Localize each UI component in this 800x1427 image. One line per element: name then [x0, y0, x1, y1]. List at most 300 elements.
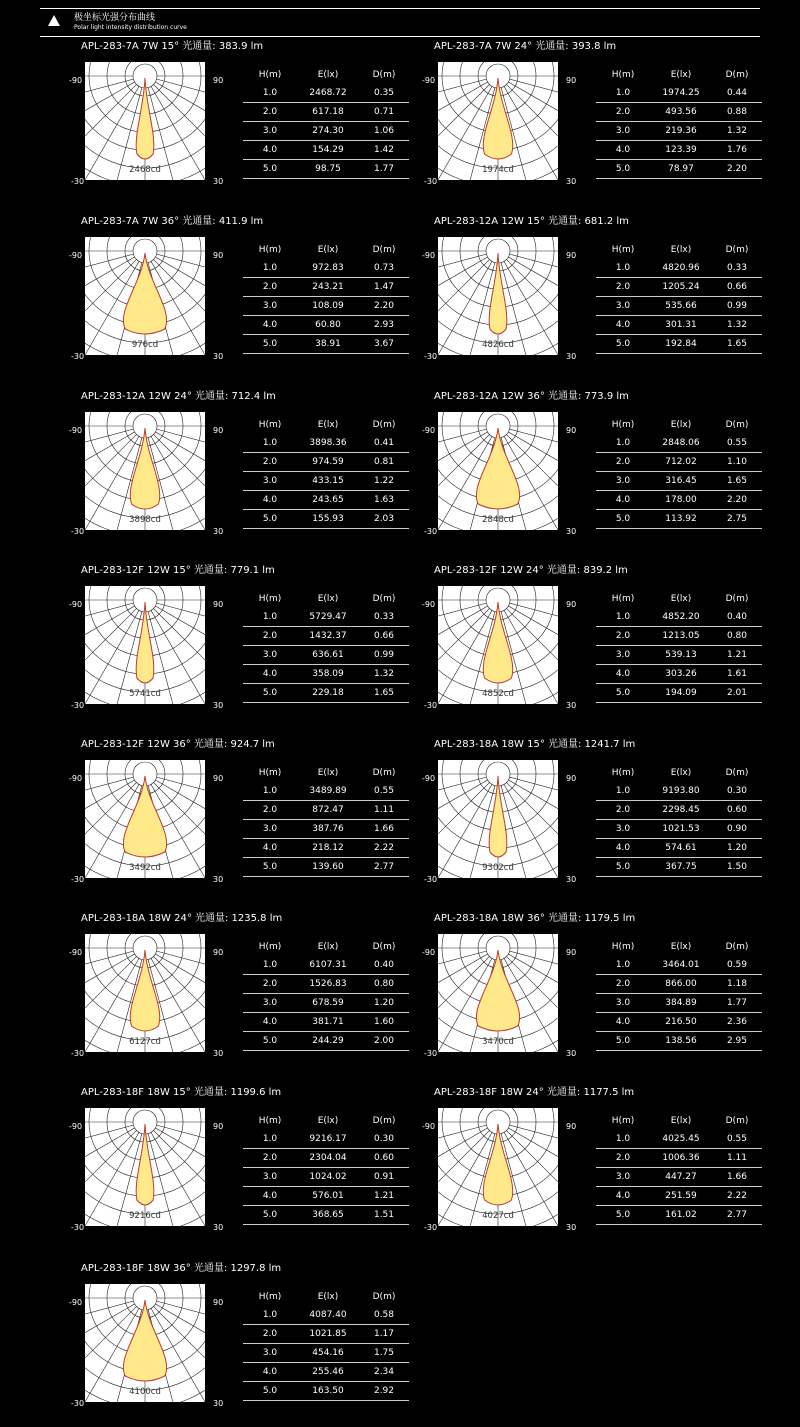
polar-chart-svg	[438, 934, 558, 1052]
table-cell: 4.0	[596, 665, 650, 684]
table-cell: 4087.40	[297, 1306, 359, 1325]
table-cell: 1.10	[712, 453, 762, 472]
peak-intensity-label: 2468cd	[129, 165, 161, 175]
section-title: 极坐标光强分布曲线	[74, 13, 156, 23]
table-cell: 3.0	[243, 820, 297, 839]
polar-chart	[85, 1284, 205, 1402]
table-header-cell: H(m)	[611, 593, 635, 604]
table-cell: 0.80	[712, 627, 762, 646]
header-top-rule	[40, 8, 760, 9]
table-cell: 6107.31	[297, 956, 359, 975]
peak-intensity-label: 3492cd	[129, 863, 161, 873]
table-cell: 1432.37	[297, 627, 359, 646]
table-cell: 974.59	[297, 453, 359, 472]
table-cell: 1.20	[359, 994, 409, 1013]
table-cell: 2.0	[243, 278, 297, 297]
table-header-cell: E(lx)	[670, 1115, 692, 1126]
luminaire-title: APL-283-12F 12W 24° 光通量: 839.2 lm	[434, 565, 628, 576]
axis-label-right-30: 30	[566, 1049, 577, 1058]
table-cell: 2.93	[359, 316, 409, 335]
peak-intensity-label: 5741cd	[129, 689, 161, 699]
table-cell: 216.50	[650, 1013, 712, 1032]
table-header-row	[596, 1111, 762, 1130]
axis-label-right-90: 90	[213, 774, 224, 783]
table-header-row	[243, 937, 409, 956]
table-cell: 5.0	[243, 1206, 297, 1225]
table-cell: 2.0	[596, 627, 650, 646]
table-header-cell: E(lx)	[317, 1291, 339, 1302]
table-cell: 4.0	[596, 491, 650, 510]
table-cell: 1.0	[243, 84, 297, 103]
table-row	[243, 646, 409, 665]
table-cell: 0.66	[359, 627, 409, 646]
axis-label-right-90: 90	[566, 251, 577, 260]
table-row	[596, 801, 762, 820]
table-cell: 123.39	[650, 141, 712, 160]
table-header-cell: H(m)	[258, 1115, 282, 1126]
table-cell: 3898.36	[297, 434, 359, 453]
table-cell: 98.75	[297, 160, 359, 179]
luminaire-title: APL-283-18F 18W 24° 光通量: 1177.5 lm	[434, 1087, 635, 1098]
luminaire-block	[408, 40, 758, 205]
illuminance-table	[596, 65, 762, 179]
table-row	[596, 665, 762, 684]
table-row	[596, 1130, 762, 1149]
table-cell: 1.66	[712, 1168, 762, 1187]
axis-label-left-90: -90	[69, 774, 83, 783]
polar-chart-svg	[85, 934, 205, 1052]
axis-label-right-90: 90	[213, 251, 224, 260]
table-cell: 0.91	[359, 1168, 409, 1187]
polar-chart	[85, 760, 205, 878]
peak-intensity-label: 4027cd	[482, 1211, 514, 1221]
table-row	[596, 820, 762, 839]
table-cell: 539.13	[650, 646, 712, 665]
table-cell: 1.77	[712, 994, 762, 1013]
table-cell: 5.0	[596, 160, 650, 179]
table-header-cell: H(m)	[611, 941, 635, 952]
table-header-cell: H(m)	[611, 69, 635, 80]
table-row	[596, 627, 762, 646]
beam-distribution-curve	[483, 78, 513, 159]
table-cell: 163.50	[297, 1382, 359, 1401]
table-cell: 712.02	[650, 453, 712, 472]
table-cell: 1021.53	[650, 820, 712, 839]
table-cell: 454.16	[297, 1344, 359, 1363]
table-cell: 1.20	[712, 839, 762, 858]
table-cell: 4852.20	[650, 608, 712, 627]
axis-label-right-30: 30	[566, 875, 577, 884]
table-cell: 0.66	[712, 278, 762, 297]
table-row	[243, 1363, 409, 1382]
table-header-cell: D(m)	[372, 69, 396, 80]
table-row	[243, 1130, 409, 1149]
table-header-row	[243, 1287, 409, 1306]
table-cell: 0.55	[359, 782, 409, 801]
polar-chart-svg	[438, 760, 558, 878]
table-cell: 0.90	[712, 820, 762, 839]
triangle-icon	[48, 15, 60, 26]
table-cell: 0.35	[359, 84, 409, 103]
table-cell: 5.0	[243, 335, 297, 354]
table-cell: 251.59	[650, 1187, 712, 1206]
axis-label-left-90: -90	[422, 1122, 436, 1131]
table-cell: 219.36	[650, 122, 712, 141]
luminaire-block	[408, 390, 758, 555]
table-row	[243, 684, 409, 703]
table-cell: 9193.80	[650, 782, 712, 801]
table-cell: 4.0	[596, 141, 650, 160]
table-header-cell: D(m)	[372, 244, 396, 255]
table-cell: 1.11	[712, 1149, 762, 1168]
axis-label-right-30: 30	[213, 1223, 224, 1232]
header-bottom-rule	[40, 36, 760, 37]
table-cell: 0.40	[712, 608, 762, 627]
table-cell: 535.66	[650, 297, 712, 316]
table-cell: 303.26	[650, 665, 712, 684]
table-cell: 2.92	[359, 1382, 409, 1401]
table-header-row	[243, 240, 409, 259]
table-cell: 367.75	[650, 858, 712, 877]
table-row	[243, 1325, 409, 1344]
polar-chart-svg	[85, 1284, 205, 1402]
table-row	[243, 453, 409, 472]
table-row	[243, 472, 409, 491]
illuminance-table	[243, 415, 409, 529]
luminaire-title: APL-283-18A 18W 15° 光通量: 1241.7 lm	[434, 739, 636, 750]
table-header-cell: D(m)	[372, 941, 396, 952]
axis-label-left-30: -30	[71, 875, 85, 884]
table-cell: 1.18	[712, 975, 762, 994]
axis-label-left-90: -90	[69, 251, 83, 260]
beam-distribution-curve	[123, 1300, 166, 1381]
table-cell: 2.0	[243, 1149, 297, 1168]
table-cell: 4.0	[243, 1013, 297, 1032]
peak-intensity-label: 4852cd	[482, 689, 514, 699]
axis-label-right-30: 30	[566, 1223, 577, 1232]
luminaire-block	[55, 390, 405, 555]
table-cell: 0.55	[712, 434, 762, 453]
table-cell: 3.0	[243, 1344, 297, 1363]
table-header-cell: E(lx)	[317, 767, 339, 778]
table-row	[596, 1187, 762, 1206]
table-row	[243, 259, 409, 278]
illuminance-table	[243, 937, 409, 1051]
table-row	[596, 510, 762, 529]
table-cell: 243.21	[297, 278, 359, 297]
table-cell: 0.81	[359, 453, 409, 472]
polar-chart	[85, 62, 205, 180]
axis-label-right-30: 30	[213, 701, 224, 710]
table-header-cell: D(m)	[372, 767, 396, 778]
axis-label-left-90: -90	[69, 948, 83, 957]
peak-intensity-label: 4100cd	[129, 1387, 161, 1397]
polar-chart-svg	[85, 760, 205, 878]
table-cell: 1.75	[359, 1344, 409, 1363]
polar-chart	[438, 934, 558, 1052]
polar-radial-gridline	[85, 1122, 145, 1179]
table-cell: 866.00	[650, 975, 712, 994]
table-cell: 5.0	[596, 1206, 650, 1225]
luminaire-block	[408, 1086, 758, 1251]
table-cell: 368.65	[297, 1206, 359, 1225]
peak-intensity-label: 9302cd	[482, 863, 514, 873]
section-subtitle: Polar light intensity distribution curve	[74, 24, 187, 31]
axis-label-left-30: -30	[424, 875, 438, 884]
luminaire-block	[408, 738, 758, 903]
table-cell: 301.31	[650, 316, 712, 335]
table-row	[243, 103, 409, 122]
table-header-cell: D(m)	[725, 941, 749, 952]
table-row	[243, 975, 409, 994]
table-cell: 636.61	[297, 646, 359, 665]
table-header-cell: E(lx)	[670, 593, 692, 604]
table-cell: 3.0	[243, 646, 297, 665]
table-row	[596, 335, 762, 354]
table-cell: 576.01	[297, 1187, 359, 1206]
table-row	[596, 434, 762, 453]
table-row	[596, 160, 762, 179]
table-cell: 1021.85	[297, 1325, 359, 1344]
table-row	[243, 434, 409, 453]
table-cell: 2.75	[712, 510, 762, 529]
table-cell: 2.20	[712, 491, 762, 510]
table-cell: 1.0	[596, 259, 650, 278]
illuminance-table	[243, 763, 409, 877]
table-cell: 3.0	[243, 994, 297, 1013]
peak-intensity-label: 3470cd	[482, 1037, 514, 1047]
table-cell: 4.0	[596, 1187, 650, 1206]
luminaire-title: APL-283-12A 12W 15° 光通量: 681.2 lm	[434, 216, 629, 227]
table-row	[243, 858, 409, 877]
axis-label-left-90: -90	[422, 600, 436, 609]
table-cell: 1526.83	[297, 975, 359, 994]
table-cell: 1.0	[243, 259, 297, 278]
luminaire-block	[408, 564, 758, 729]
table-row	[596, 1013, 762, 1032]
table-cell: 0.59	[712, 956, 762, 975]
table-cell: 5729.47	[297, 608, 359, 627]
table-cell: 0.40	[359, 956, 409, 975]
table-cell: 2.95	[712, 1032, 762, 1051]
beam-distribution-curve	[483, 602, 513, 683]
table-cell: 1.0	[243, 1130, 297, 1149]
table-cell: 274.30	[297, 122, 359, 141]
table-header-row	[596, 763, 762, 782]
table-header-cell: D(m)	[725, 593, 749, 604]
luminaire-title: APL-283-7A 7W 24° 光通量: 393.8 lm	[434, 41, 617, 52]
table-cell: 381.71	[297, 1013, 359, 1032]
table-cell: 138.56	[650, 1032, 712, 1051]
peak-intensity-label: 2848cd	[482, 515, 514, 525]
beam-distribution-curve	[476, 950, 519, 1031]
axis-label-left-30: -30	[71, 701, 85, 710]
table-cell: 1.17	[359, 1325, 409, 1344]
table-row	[243, 1306, 409, 1325]
polar-chart-svg	[85, 586, 205, 704]
table-header-row	[243, 763, 409, 782]
table-cell: 2.0	[596, 453, 650, 472]
table-cell: 108.09	[297, 297, 359, 316]
axis-label-right-90: 90	[566, 774, 577, 783]
table-row	[596, 608, 762, 627]
table-cell: 218.12	[297, 839, 359, 858]
table-cell: 2.0	[243, 627, 297, 646]
axis-label-right-30: 30	[213, 875, 224, 884]
luminaire-title: APL-283-12A 12W 24° 光通量: 712.4 lm	[81, 391, 276, 402]
axis-label-right-30: 30	[213, 352, 224, 361]
illuminance-table	[243, 240, 409, 354]
axis-label-right-90: 90	[213, 1298, 224, 1307]
table-cell: 1.60	[359, 1013, 409, 1032]
table-cell: 447.27	[650, 1168, 712, 1187]
table-cell: 1.63	[359, 491, 409, 510]
luminaire-block	[55, 912, 405, 1077]
table-header-cell: D(m)	[372, 1291, 396, 1302]
table-row	[243, 956, 409, 975]
table-row	[596, 839, 762, 858]
table-row	[243, 994, 409, 1013]
table-cell: 0.60	[359, 1149, 409, 1168]
table-row	[596, 956, 762, 975]
table-cell: 2.0	[243, 975, 297, 994]
polar-chart	[438, 237, 558, 355]
table-cell: 5.0	[596, 1032, 650, 1051]
table-cell: 3.0	[596, 994, 650, 1013]
table-header-cell: E(lx)	[670, 419, 692, 430]
table-header-row	[596, 415, 762, 434]
table-row	[596, 103, 762, 122]
table-header-cell: H(m)	[611, 244, 635, 255]
table-row	[596, 1168, 762, 1187]
table-header-row	[596, 240, 762, 259]
axis-label-right-30: 30	[213, 1049, 224, 1058]
table-cell: 243.65	[297, 491, 359, 510]
axis-label-left-30: -30	[71, 177, 85, 186]
table-cell: 0.71	[359, 103, 409, 122]
table-cell: 0.99	[359, 646, 409, 665]
table-cell: 1.0	[243, 782, 297, 801]
illuminance-table	[596, 415, 762, 529]
table-cell: 1.0	[596, 608, 650, 627]
table-header-cell: D(m)	[372, 593, 396, 604]
table-cell: 2.0	[596, 975, 650, 994]
beam-distribution-curve	[136, 78, 154, 159]
luminaire-title: APL-283-18F 18W 15° 光通量: 1199.6 lm	[81, 1087, 282, 1098]
axis-label-left-30: -30	[424, 1223, 438, 1232]
table-cell: 78.97	[650, 160, 712, 179]
table-cell: 60.80	[297, 316, 359, 335]
table-header-cell: E(lx)	[670, 244, 692, 255]
table-cell: 0.60	[712, 801, 762, 820]
table-cell: 2.0	[243, 103, 297, 122]
polar-chart-svg	[438, 1108, 558, 1226]
table-cell: 4025.45	[650, 1130, 712, 1149]
table-header-row	[243, 415, 409, 434]
luminaire-title: APL-283-18A 18W 36° 光通量: 1179.5 lm	[434, 913, 636, 924]
table-cell: 5.0	[243, 684, 297, 703]
table-header-cell: E(lx)	[317, 1115, 339, 1126]
table-header-cell: D(m)	[372, 419, 396, 430]
table-cell: 1.0	[243, 434, 297, 453]
axis-label-left-90: -90	[69, 1122, 83, 1131]
table-cell: 194.09	[650, 684, 712, 703]
table-cell: 1.06	[359, 122, 409, 141]
axis-label-left-30: -30	[71, 1223, 85, 1232]
table-cell: 1.65	[712, 335, 762, 354]
table-cell: 1.11	[359, 801, 409, 820]
table-header-cell: D(m)	[725, 69, 749, 80]
polar-radial-gridline	[85, 600, 145, 657]
beam-distribution-curve	[489, 253, 507, 334]
luminaire-title: APL-283-18F 18W 36° 光通量: 1297.8 lm	[81, 1263, 282, 1274]
luminaire-block	[55, 738, 405, 903]
table-cell: 1.65	[712, 472, 762, 491]
peak-intensity-label: 1974cd	[482, 165, 514, 175]
polar-chart	[438, 586, 558, 704]
axis-label-right-90: 90	[213, 426, 224, 435]
table-cell: 2.0	[243, 1325, 297, 1344]
table-cell: 1.32	[712, 316, 762, 335]
table-cell: 38.91	[297, 335, 359, 354]
axis-label-right-90: 90	[566, 600, 577, 609]
luminaire-title: APL-283-7A 7W 15° 光通量: 383.9 lm	[81, 41, 264, 52]
table-cell: 4.0	[243, 141, 297, 160]
table-cell: 1.21	[712, 646, 762, 665]
table-cell: 2304.04	[297, 1149, 359, 1168]
table-header-cell: H(m)	[258, 941, 282, 952]
peak-intensity-label: 4826cd	[482, 340, 514, 350]
polar-radial-gridline	[145, 76, 205, 133]
polar-chart-svg	[438, 586, 558, 704]
table-row	[596, 141, 762, 160]
table-row	[243, 665, 409, 684]
polar-radial-gridline	[498, 774, 558, 831]
table-cell: 1.65	[359, 684, 409, 703]
table-row	[243, 627, 409, 646]
axis-label-left-90: -90	[422, 948, 436, 957]
table-cell: 3.0	[243, 1168, 297, 1187]
table-header-cell: E(lx)	[317, 941, 339, 952]
axis-label-right-30: 30	[566, 177, 577, 186]
table-row	[243, 1382, 409, 1401]
axis-label-right-90: 90	[213, 948, 224, 957]
beam-distribution-curve	[136, 602, 154, 683]
table-cell: 4.0	[243, 665, 297, 684]
polar-chart-svg	[438, 62, 558, 180]
table-cell: 1213.05	[650, 627, 712, 646]
table-row	[596, 84, 762, 103]
luminaire-block	[55, 40, 405, 205]
table-cell: 5.0	[243, 1382, 297, 1401]
table-cell: 4.0	[243, 839, 297, 858]
table-cell: 5.0	[596, 335, 650, 354]
table-row	[596, 122, 762, 141]
table-header-cell: D(m)	[725, 244, 749, 255]
table-cell: 161.02	[650, 1206, 712, 1225]
table-cell: 2.01	[712, 684, 762, 703]
table-header-row	[243, 65, 409, 84]
table-cell: 1.51	[359, 1206, 409, 1225]
luminaire-title: APL-283-18A 18W 24° 光通量: 1235.8 lm	[81, 913, 283, 924]
illuminance-table	[243, 65, 409, 179]
table-row	[596, 858, 762, 877]
table-cell: 2.20	[712, 160, 762, 179]
axis-label-left-90: -90	[422, 426, 436, 435]
polar-chart	[85, 412, 205, 530]
table-row	[243, 608, 409, 627]
table-row	[243, 782, 409, 801]
